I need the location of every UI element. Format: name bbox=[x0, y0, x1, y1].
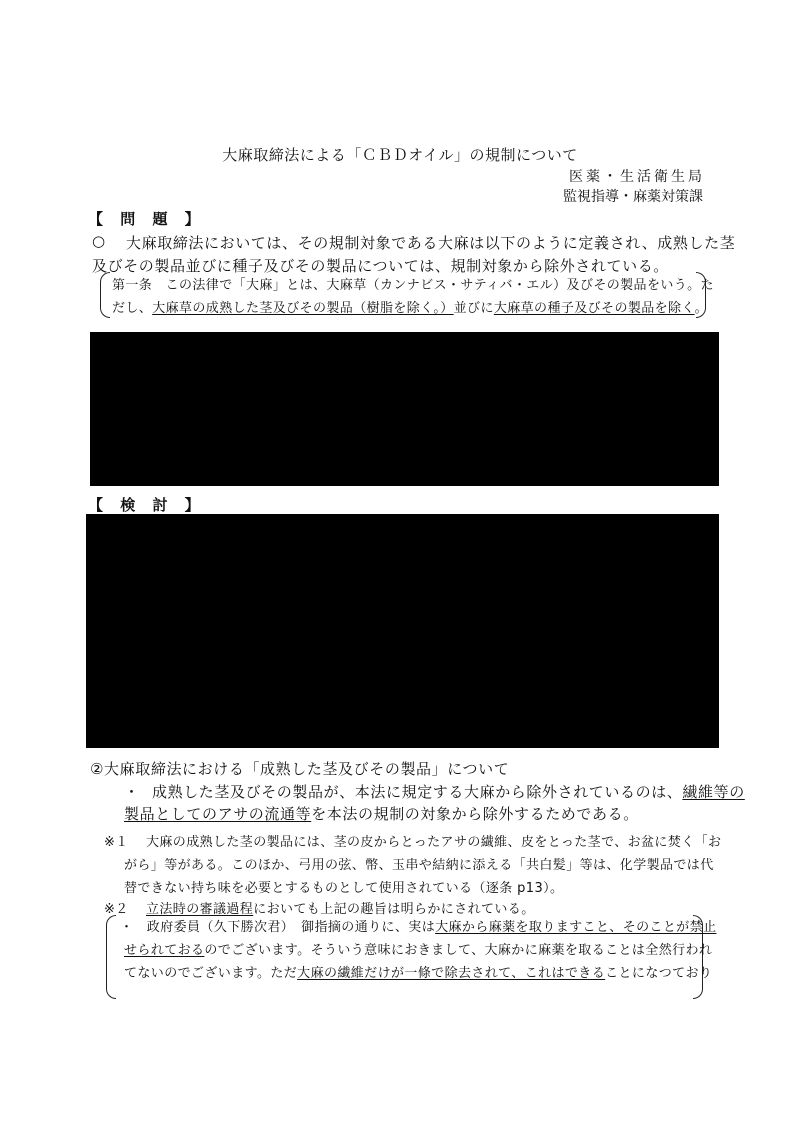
underlined-seed-clause: 大麻草の種子及びその製品を除く bbox=[493, 301, 695, 316]
underlined-prohibited: せられておる bbox=[124, 943, 205, 958]
redacted-block-2 bbox=[86, 514, 719, 748]
underlined-fiber-exemption: 大麻の繊維だけが一條で除去されて、これはできる bbox=[297, 966, 606, 981]
bullet-circle: ○ bbox=[92, 232, 106, 250]
quote-line3: てないのでございます。ただ大麻の繊維だけが一條で除去されて、これはできることになつており bbox=[124, 966, 713, 981]
article-bracket-left bbox=[100, 272, 110, 318]
article-quote-line1: 第一条 この法律で「大麻」とは、大麻草（カンナビス・サティバ・エル）及びその製品をいう。た bbox=[112, 278, 714, 293]
note1-line1: 大麻の成熟した茎の製品には、茎の皮からとったアサの繊維、皮をとった茎で、お盆に焚く「お bbox=[146, 835, 722, 850]
underlined-drug-prohibition: 大麻から麻薬を取りますこと、そのことが禁止 bbox=[435, 920, 717, 935]
section2-line2: 製品としてのアサの流通等を本法の規制の対象から除外するためである。 bbox=[124, 805, 639, 823]
quote-bracket-left bbox=[106, 915, 116, 999]
note2-line: 立法時の審議過程においても上記の趣旨は明らかにされている。 bbox=[146, 902, 535, 917]
section2-line1: 成熟した茎及びその製品が、本法に規定する大麻から除外されているのは、繊維等の bbox=[152, 783, 745, 801]
org-division: 監視指導・麻薬対策課 bbox=[563, 189, 703, 205]
note1-line2: がら」等がある。このほか、弓用の弦、幣、玉串や結納に添える「共白髪」等は、化学製品では代 bbox=[124, 858, 714, 873]
org-bureau: 医薬・生活衛生局 bbox=[569, 169, 705, 185]
article-quote-line2: だし、大麻草の成熟した茎及びその製品（樹脂を除く。）並びに大麻草の種子及びその製品を除く。 bbox=[112, 301, 709, 316]
underlined-legislative-process: 立法時の審議過程 bbox=[146, 902, 254, 917]
note1-line3: 替できない持ち味を必要とするものとして使用されている（逐条 p13）。 bbox=[124, 881, 564, 896]
problem-paragraph-line1: 大麻取締法においては、その規制対象である大麻は以下のように定義され、成熟した茎 bbox=[126, 234, 736, 252]
underlined-hemp-distribution: 製品としてのアサの流通等 bbox=[124, 805, 312, 823]
quote-line1: ・ 政府委員（久下勝次君） 御指摘の通りに、実は大麻から麻薬を取りますこと、そのことが禁止 bbox=[120, 920, 717, 935]
section2-bullet: ・ bbox=[124, 783, 140, 801]
underlined-fiber-text: 繊維等の bbox=[682, 783, 745, 801]
quote-line2: せられておるのでございます。そういう意味におきまして、大麻かに麻薬を取ることは全然行われ bbox=[124, 943, 713, 958]
note1-mark: ※１ bbox=[104, 835, 129, 850]
document-title: 大麻取締法による「ＣＢＤオイル」の規制について bbox=[222, 146, 578, 164]
section-heading-problem: 【 問 題 】 bbox=[88, 210, 206, 228]
section-heading-review: 【 検 討 】 bbox=[88, 496, 206, 514]
redacted-block-1 bbox=[90, 332, 719, 486]
problem-paragraph-line2: 及びその製品並びに種子及びその製品については、規制対象から除外されている。 bbox=[92, 257, 669, 275]
underlined-mature-stem-clause: 大麻草の成熟した茎及びその製品（樹脂を除く。） bbox=[152, 301, 454, 316]
note2-mark: ※２ bbox=[104, 902, 129, 917]
section2-heading: ②大麻取締法における「成熟した茎及びその製品」について bbox=[90, 760, 510, 778]
